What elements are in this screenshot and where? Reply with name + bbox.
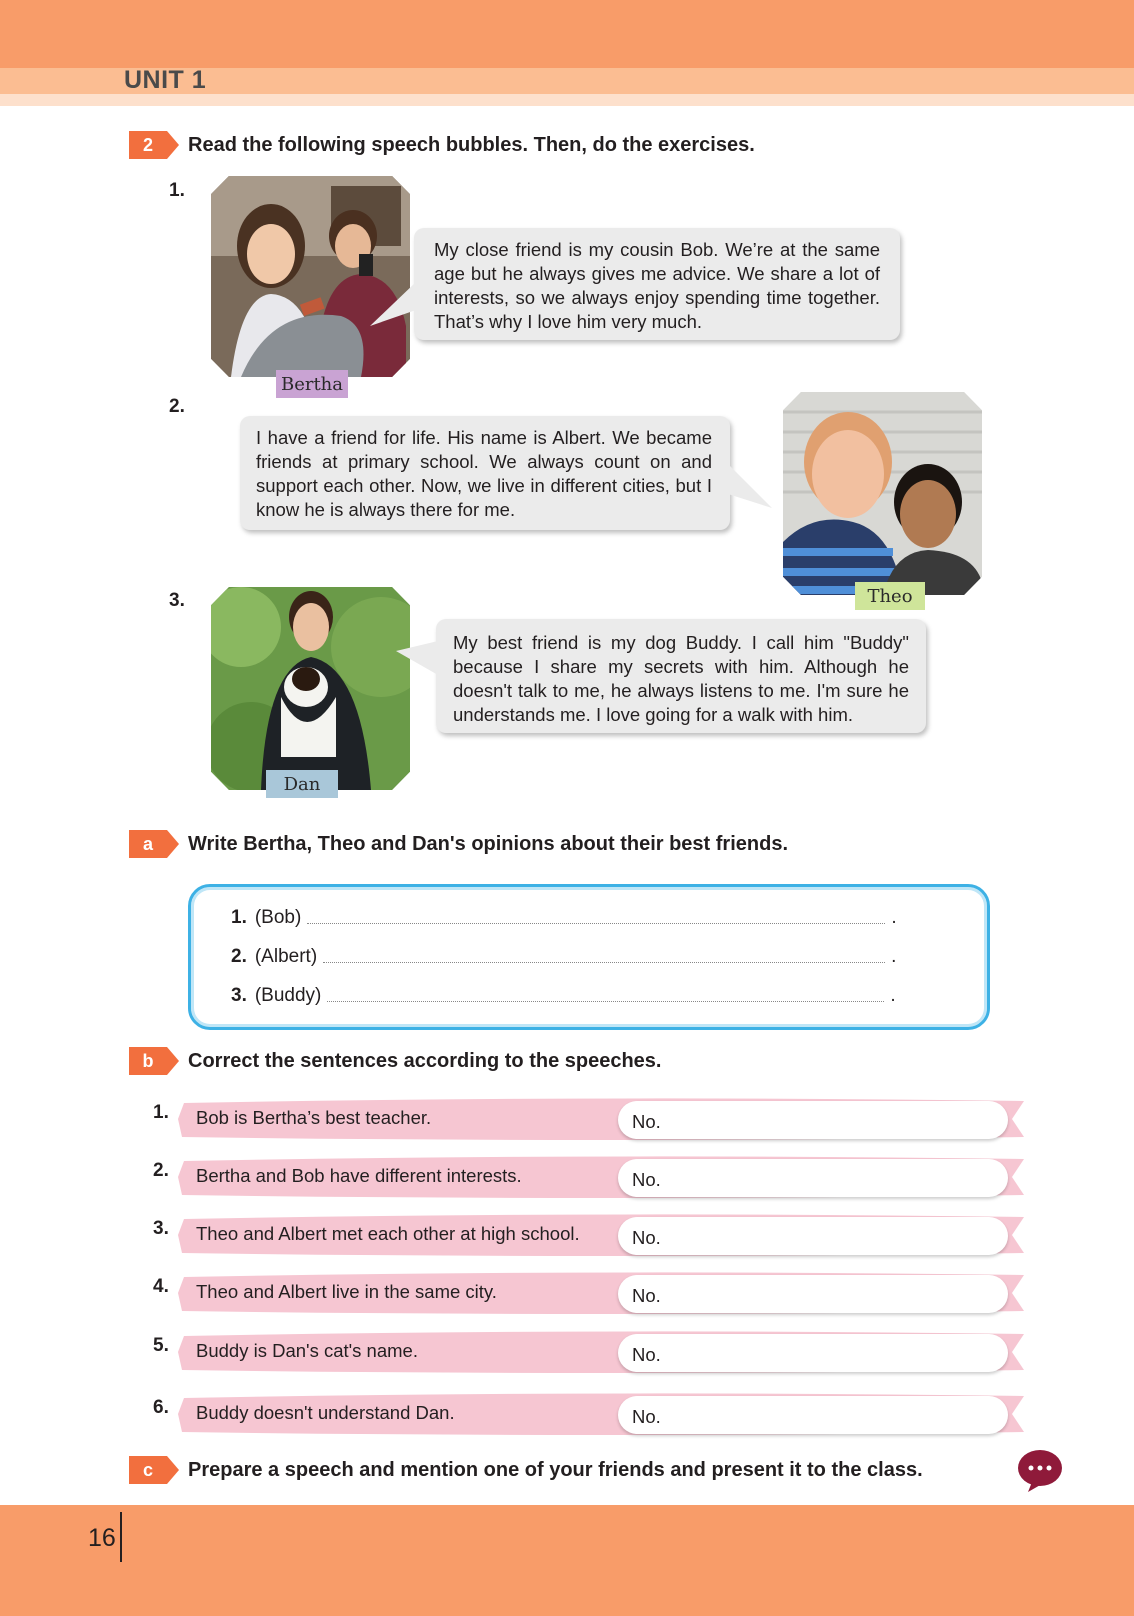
theo-name-tag: Theo (855, 582, 925, 610)
statement-row (178, 1392, 1028, 1436)
correction-input[interactable]: No. (618, 1396, 1008, 1434)
header-band (0, 0, 1134, 68)
statement-text: Theo and Albert live in the same city. (196, 1281, 497, 1302)
theo-photo (783, 392, 982, 595)
correction-input[interactable]: No. (618, 1217, 1008, 1255)
correction-input[interactable]: No. (618, 1159, 1008, 1197)
footer-band (0, 1505, 1134, 1616)
page-number-divider (120, 1512, 122, 1562)
statement-row (178, 1271, 1028, 1315)
answer-row: 3. (Buddy) . (231, 985, 896, 1006)
statement-number: 6. (153, 1397, 169, 1418)
statement-text: Buddy is Dan's cat's name. (196, 1340, 418, 1361)
bertha-speech-text: My close friend is my cousin Bob. We’re at the same age but he always gives me advice. We share a lot of interests, so we always enjoy spending time together. That’s why I love him very much. (434, 239, 880, 332)
exercise-instruction: Read the following speech bubbles. Then, do the exercises. (188, 134, 755, 156)
statement-row (178, 1330, 1028, 1374)
statement-row (178, 1213, 1028, 1257)
part-c-tag: c (129, 1456, 181, 1484)
bertha-photo (211, 176, 410, 377)
part-b-instruction: Correct the sentences according to the speeches. (188, 1050, 662, 1072)
answer-line[interactable] (307, 922, 885, 924)
part-c-instruction: Prepare a speech and mention one of your friends and present it to the class. (188, 1459, 923, 1481)
statement-number: 1. (153, 1102, 169, 1123)
dan-speech-bubble (436, 619, 926, 733)
correction-input[interactable]: No. (618, 1334, 1008, 1372)
statement-text: Theo and Albert met each other at high school. (196, 1223, 580, 1244)
statement-text: Bertha and Bob have different interests. (196, 1165, 522, 1186)
correction-input[interactable]: No. (618, 1275, 1008, 1313)
theo-speech-text: I have a friend for life. His name is Albert. We became friends at primary school. We always count on and support each other. Now, we live in different cities, but I know he is always there for me. (256, 427, 712, 520)
opinion-answer-box (188, 884, 990, 1030)
statement-number: 4. (153, 1276, 169, 1297)
unit-title: UNIT 1 (124, 66, 207, 94)
item-number: 2. (169, 396, 185, 417)
statement-number: 3. (153, 1218, 169, 1239)
part-b-tag: b (129, 1047, 181, 1075)
answer-row: 1. (Bob) . (231, 907, 897, 928)
page-number: 16 (88, 1524, 116, 1552)
statement-row (178, 1155, 1028, 1199)
statement-number: 5. (153, 1335, 169, 1356)
part-a-instruction: Write Bertha, Theo and Dan's opinions about their best friends. (188, 833, 788, 855)
statement-text: Buddy doesn't understand Dan. (196, 1402, 455, 1423)
dan-photo (211, 587, 410, 790)
dan-speech-text: My best friend is my dog Buddy. I call him "Buddy" because I share my secrets with him. Although he doesn't talk to me, he always listens to me. I'm sure he understands me. I love going for a walk with him. (453, 632, 909, 725)
speech-bubble-icon (1014, 1446, 1064, 1497)
correction-input[interactable]: No. (618, 1101, 1008, 1139)
answer-row: 2. (Albert) . (231, 946, 897, 967)
statement-row (178, 1097, 1028, 1141)
part-a-tag: a (129, 830, 181, 858)
answer-line[interactable] (327, 1000, 884, 1002)
item-number: 1. (169, 180, 185, 201)
statement-number: 2. (153, 1160, 169, 1181)
exercise-number-tag: 2 (129, 131, 181, 159)
bertha-name-tag: Bertha (276, 370, 348, 398)
theo-speech-bubble (240, 416, 730, 530)
statement-text: Bob is Bertha’s best teacher. (196, 1107, 432, 1128)
bertha-speech-bubble (414, 228, 900, 340)
item-number: 3. (169, 590, 185, 611)
dan-name-tag: Dan (266, 770, 338, 798)
answer-line[interactable] (323, 961, 885, 963)
unit-strip-light (0, 94, 1134, 106)
